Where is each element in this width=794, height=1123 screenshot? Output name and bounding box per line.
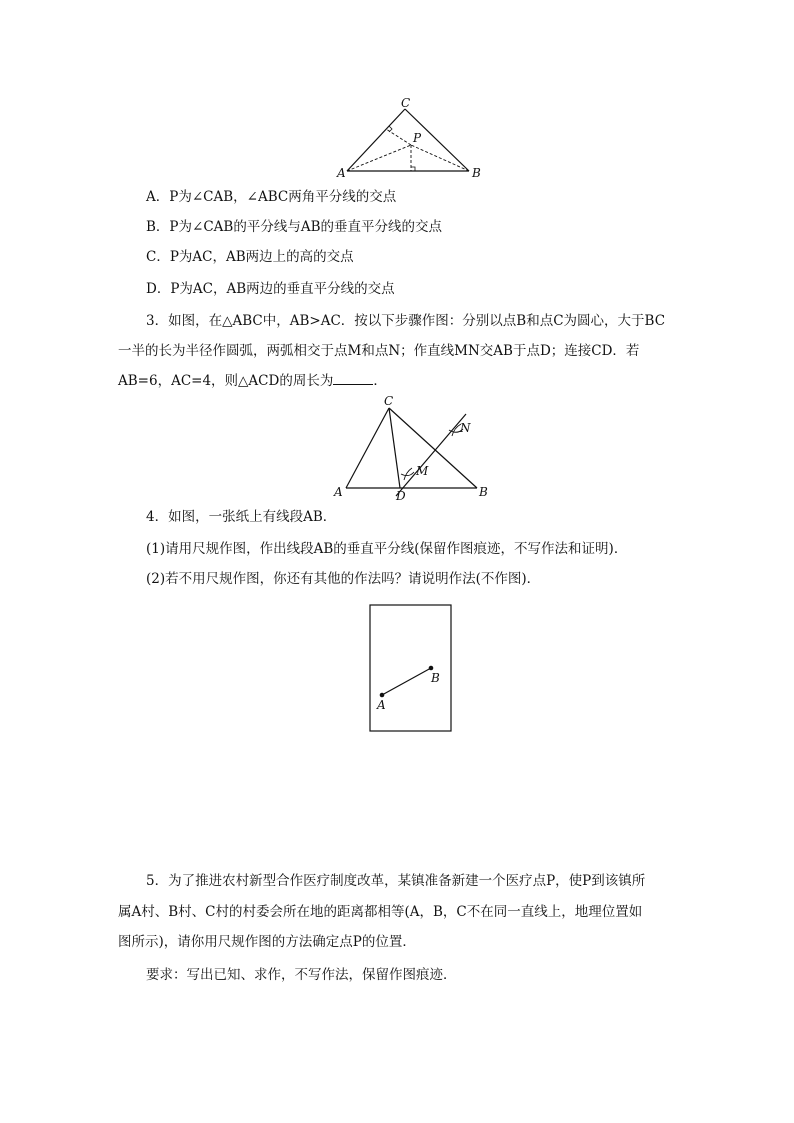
label-p: P [413, 131, 422, 145]
point-a [380, 693, 385, 698]
label-a: A [334, 485, 343, 499]
option-b: B．P为∠CAB的平分线与AB的垂直平分线的交点 [146, 219, 442, 235]
figure-paper-ab [369, 604, 455, 734]
option-d: D．P为AC，AB两边的垂直平分线的交点 [146, 281, 395, 297]
q5-line-1: 5．为了推进农村新型合作医疗制度改革，某镇准备新建一个医疗点P，使P到该镇所 [146, 873, 646, 889]
q3-line-3 [118, 372, 387, 390]
q4-stem: 4．如图，一张纸上有线段AB． [146, 509, 337, 525]
label-c: C [401, 96, 411, 110]
paper-sheet [370, 605, 451, 731]
label-b: B [472, 166, 481, 180]
line-mn [396, 414, 466, 496]
side-ac [346, 408, 389, 488]
point-b [429, 666, 434, 671]
figure-triangle-p [335, 95, 495, 180]
q4-part-1: (1)请用尺规作图，作出线段AB的垂直平分线(保留作图痕迹，不写作法和证明)． [146, 541, 628, 557]
dash-bp [411, 145, 469, 171]
q4-part-2: (2)若不用尺规作图，你还有其他的作法吗？请说明作法(不作图)． [146, 571, 541, 587]
option-a: A．P为∠CAB，∠ABC两角平分线的交点 [146, 189, 397, 205]
label-a: A [377, 698, 386, 712]
label-n: N [460, 421, 471, 435]
label-a: A [337, 166, 346, 180]
q3-line-3-text: AB=6，AC=4，则△ACD的周长为 [118, 373, 334, 389]
side-ac [347, 109, 405, 171]
label-b: B [431, 671, 440, 685]
dash-ap [347, 145, 411, 171]
figure-triangle-mn [330, 392, 500, 504]
label-m: M [416, 464, 429, 478]
right-angle-mark-ac [389, 126, 392, 132]
q5-line-2: 属A村、B村、C村的村委会所在地的距离都相等(A，B，C不在同一直线上，地理位置如 [118, 904, 643, 920]
label-b: B [479, 485, 488, 499]
q5-line-3: 图所示)，请你用尺规作图的方法确定点P的位置． [118, 934, 416, 950]
right-angle-mark-ab [411, 167, 415, 171]
side-cb [389, 408, 477, 488]
segment-ab [382, 668, 431, 695]
q3-line-2: 一半的长为半径作圆弧，两弧相交于点M和点N；作直线MN交AB于点D；连接CD．若 [118, 343, 640, 359]
label-c: C [384, 394, 394, 408]
q5-requirement: 要求：写出已知、求作，不写作法，保留作图痕迹． [146, 967, 457, 983]
option-c: C．P为AC，AB两边上的高的交点 [146, 249, 354, 265]
answer-blank [333, 372, 373, 385]
segment-cd [389, 408, 400, 488]
label-d: D [396, 489, 406, 503]
q3-line-1: 3．如图，在△ABC中，AB>AC．按以下步骤作图：分别以点B和点C为圆心，大于BC [146, 313, 666, 329]
q3-line-3-end: ． [373, 373, 387, 389]
